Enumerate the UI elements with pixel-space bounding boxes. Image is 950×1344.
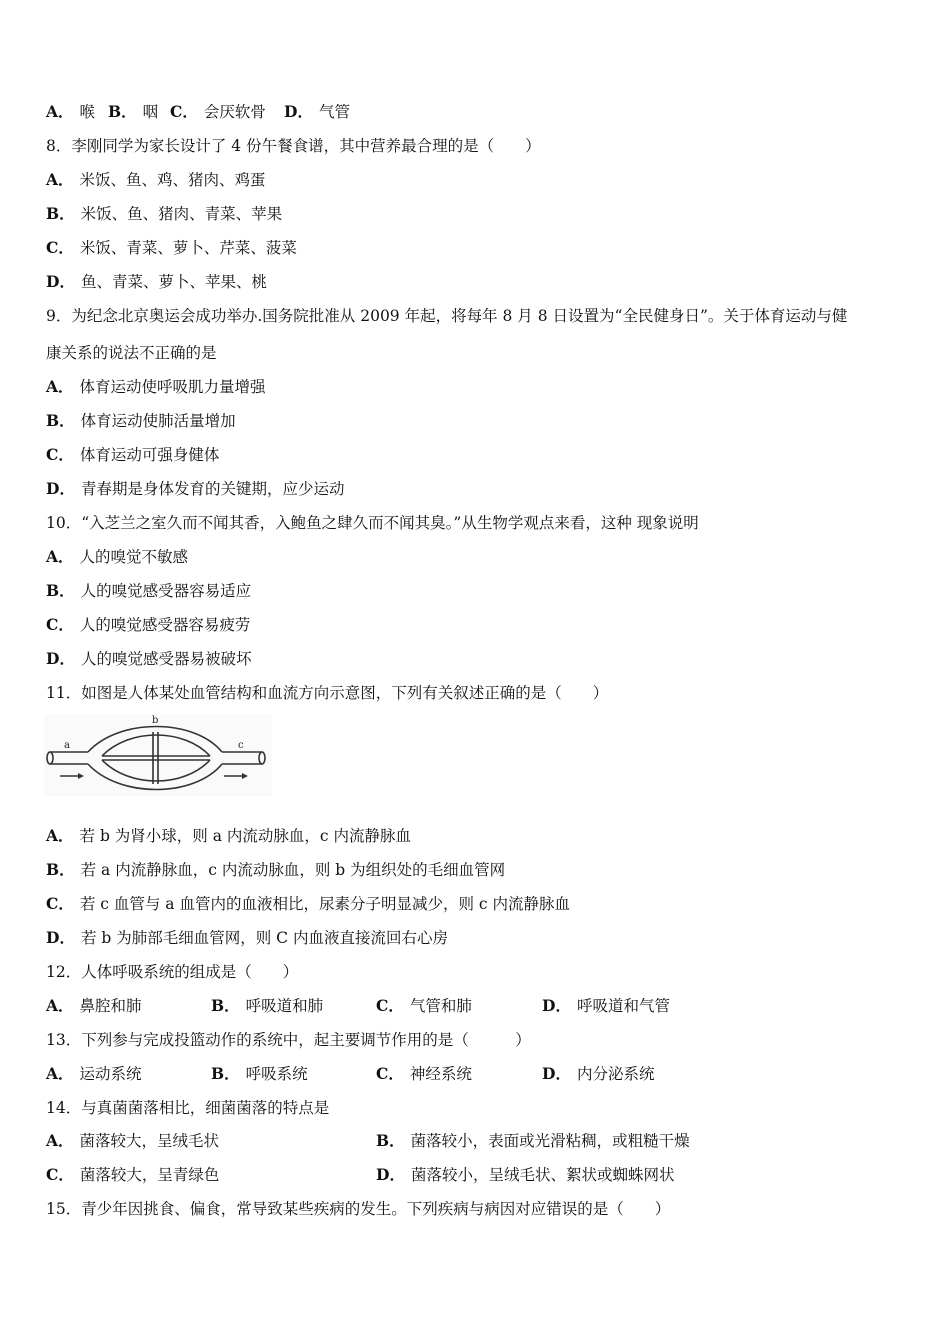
- q9-option-d: D． 青春期是身体发育的关键期，应少运动: [46, 479, 345, 498]
- q10-option-d: D． 人的嗅觉感受器易被破坏: [46, 649, 252, 668]
- q14-stem: 14．与真菌菌落相比，细菌菌落的特点是: [46, 1099, 330, 1117]
- q14-option-a: A． 菌落较大，呈绒毛状: [46, 1131, 220, 1150]
- q11-option-a: A． 若 b 为肾小球，则 a 内流动脉血，c 内流静脉血: [46, 826, 412, 845]
- q10-option-c: C． 人的嗅觉感受器容易疲劳: [46, 615, 251, 634]
- q8-option-d: D． 鱼、青菜、萝卜、苹果、桃: [46, 272, 267, 291]
- q13-option-c: C． 神经系统: [376, 1064, 472, 1083]
- q9-stem-line1: 9．为纪念北京奥运会成功举办.国务院批准从 2009 年起，将每年 8 月 8 日设置为“全民健身日”。关于体育运动与健: [46, 307, 848, 325]
- q8-option-b: B． 米饭、鱼、猪肉、青菜、苹果: [46, 204, 283, 223]
- q7-option-d: D． 气管: [284, 102, 350, 121]
- q11-option-b: B． 若 a 内流静脉血，c 内流动脉血，则 b 为组织处的毛细血管网: [46, 860, 506, 879]
- q10-option-a: A． 人的嗅觉不敏感: [46, 547, 189, 566]
- q10-stem: 10．“入芝兰之室久而不闻其香，入鲍鱼之肆久而不闻其臭。”从生物学观点来看，这种 现象说明: [46, 514, 699, 532]
- q9-option-b: B． 体育运动使肺活量增加: [46, 411, 236, 430]
- q15-stem: 15．青少年因挑食、偏食，常导致某些疾病的发生。下列疾病与病因对应错误的是（ ）: [46, 1200, 671, 1218]
- q11-option-c: C． 若 c 血管与 a 血管内的血液相比，尿素分子明显减少，则 c 内流静脉血: [46, 894, 571, 913]
- q8-option-a: A． 米饭、鱼、鸡、猪肉、鸡蛋: [46, 170, 266, 189]
- q10-option-b: B． 人的嗅觉感受器容易适应: [46, 581, 252, 600]
- q12-option-b: B． 呼吸道和肺: [211, 996, 324, 1015]
- q12-option-a: A． 鼻腔和肺: [46, 996, 142, 1015]
- q14-option-b: B． 菌落较小，表面或光滑粘稠，或粗糙干燥: [376, 1131, 690, 1150]
- q14-option-d: D． 菌落较小，呈绒毛状、絮状或蜘蛛网状: [376, 1165, 675, 1184]
- q11-stem: 11．如图是人体某处血管结构和血流方向示意图，下列有关叙述正确的是（ ）: [46, 684, 609, 702]
- q9-stem-line2: 康关系的说法不正确的是: [46, 344, 217, 362]
- label-a: a: [64, 740, 70, 751]
- blood-vessel-figure: [44, 714, 272, 796]
- q8-stem: 8．李刚同学为家长设计了 4 份午餐食谱，其中营养最合理的是（ ）: [46, 137, 541, 155]
- q9-option-c: C． 体育运动可强身健体: [46, 445, 220, 464]
- q12-stem: 12．人体呼吸系统的组成是（ ）: [46, 963, 299, 981]
- q7-option-a: A． 喉: [46, 102, 96, 121]
- label-c: c: [238, 740, 244, 751]
- q7-option-b: B． 咽: [108, 102, 159, 121]
- q12-option-d: D． 呼吸道和气管: [542, 996, 670, 1015]
- label-b: b: [152, 715, 159, 726]
- q8-option-c: C． 米饭、青菜、萝卜、芹菜、菠菜: [46, 238, 297, 257]
- q13-option-b: B． 呼吸系统: [211, 1064, 308, 1083]
- q11-option-d: D． 若 b 为肺部毛细血管网，则 C 内血液直接流回右心房: [46, 928, 448, 947]
- q12-option-c: C． 气管和肺: [376, 996, 472, 1015]
- q13-option-a: A． 运动系统: [46, 1064, 142, 1083]
- q14-option-c: C． 菌落较大，呈青绿色: [46, 1165, 220, 1184]
- q13-stem: 13．下列参与完成投篮动作的系统中，起主要调节作用的是（ ）: [46, 1031, 531, 1049]
- q9-option-a: A． 体育运动使呼吸肌力量增强: [46, 377, 266, 396]
- q13-option-d: D． 内分泌系统: [542, 1064, 655, 1083]
- q7-option-c: C． 会厌软骨: [170, 102, 266, 121]
